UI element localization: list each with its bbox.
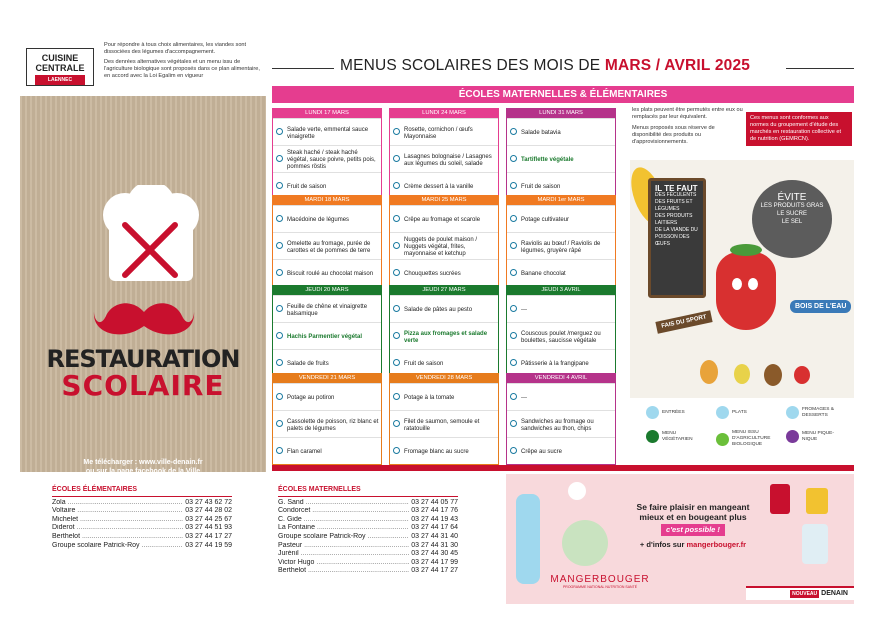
course-text: Fromage blanc au sucre	[404, 449, 469, 455]
school-phone[interactable]: 03 27 44 17 76	[411, 507, 458, 515]
day-card	[389, 373, 499, 465]
cuisine-centrale-logo	[26, 48, 94, 86]
entree-icon	[646, 406, 659, 419]
course-text: Pâtisserie à la frangipane	[521, 361, 589, 367]
menu-course	[390, 322, 498, 349]
plat-icon	[393, 242, 400, 249]
menu-course	[507, 295, 615, 322]
water-tip: BOIS DE L'EAU	[790, 300, 851, 313]
day-card	[506, 108, 616, 200]
gemrcn-note: Ces menus sont conformes aux normes du groupement d'étude des marchés en restauration collective et de nutrition (GEMRCN).	[746, 112, 852, 146]
course-text: ---	[521, 307, 527, 313]
day-label: LUNDI 31 MARS	[507, 109, 615, 118]
dessert-icon	[510, 182, 517, 189]
school-row	[52, 499, 232, 508]
bio-icon	[716, 433, 729, 446]
note-permutation: les plats peuvent être permutés entre eux ou remplacés par leur équivalent.	[632, 107, 743, 120]
board-line: DE LA VIANDE DU POISSON DES ŒUFS	[655, 227, 698, 247]
menu-course	[390, 232, 498, 259]
menu-course	[273, 118, 381, 145]
intro-box	[20, 20, 266, 96]
menu-course	[507, 410, 615, 437]
course-text: Macédoine de légumes	[287, 217, 350, 223]
entree-icon	[393, 215, 400, 222]
school-name: Zola .....	[52, 499, 183, 508]
course-text: Potage au potiron	[287, 395, 335, 401]
course-text: Salade verte, emmental sauce vinaigrette	[287, 126, 369, 140]
school-phone[interactable]: 03 27 44 05 77	[411, 498, 458, 506]
course-text: Fruit de saison	[404, 361, 444, 367]
strawberry-eye	[732, 278, 742, 290]
school-name: G. Sand .....	[278, 499, 409, 508]
course-text: Fruit de saison	[521, 184, 561, 190]
board-line: DES PRODUITS LAITIERS	[655, 213, 693, 226]
elementary-title: ÉCOLES ÉLÉMENTAIRES	[52, 486, 232, 497]
day-label: JEUDI 27 MARS	[390, 286, 498, 295]
day-card	[272, 285, 382, 377]
board-line: DES FÉCULENTS	[655, 192, 697, 198]
nursery-schools	[278, 486, 458, 576]
board-title: IL TE FAUT	[655, 184, 698, 193]
day-card	[506, 195, 616, 287]
course-text: Crêpe au fromage et scarole	[404, 217, 481, 223]
legend-label: MENU VÉGÉTARIEN	[662, 430, 693, 442]
school-phone[interactable]: 03 27 44 30 45	[411, 550, 458, 558]
day-card	[389, 285, 499, 377]
school-row	[52, 524, 232, 533]
course-text: Crêpe au sucre	[521, 449, 563, 455]
plat-icon	[510, 242, 517, 249]
course-text: Rosette, cornichon / œufs Mayonnaise	[404, 126, 473, 140]
menu-course	[390, 349, 498, 376]
legend-label: FROMAGES & DESSERTS	[802, 406, 834, 418]
menu-course	[390, 383, 498, 410]
logo-line: CENTRALE	[35, 63, 85, 73]
school-name: Victor Hugo .....	[278, 559, 409, 568]
legend-label: MENU PIQUE-NIQUE	[802, 430, 834, 442]
day-card	[389, 108, 499, 200]
intro-paragraph: Pour répondre à tous choix alimentaires, les viandes sont dissociées des légumes d'accompagnement.	[104, 42, 247, 55]
elementary-schools	[52, 486, 232, 550]
school-phone[interactable]: 03 27 44 19 59	[185, 541, 232, 549]
download-link[interactable]: Me télécharger : www.ville-denain.fr	[83, 459, 203, 466]
intro-text	[104, 42, 264, 83]
school-phone[interactable]: 03 27 44 17 27	[185, 532, 232, 540]
legend-item	[646, 406, 702, 419]
menu-course	[390, 205, 498, 232]
dessert-icon	[510, 447, 517, 454]
school-phone[interactable]: 03 27 44 17 64	[411, 524, 458, 532]
evite-title: ÉVITE	[777, 192, 807, 203]
course-text: Biscuit roulé au chocolat maison	[287, 271, 374, 277]
school-row	[278, 499, 458, 508]
menu-course	[390, 295, 498, 322]
egg-illustration	[568, 482, 586, 500]
entree-icon	[276, 128, 283, 135]
day-label: VENDREDI 21 MARS	[273, 374, 381, 383]
dessert-icon	[393, 447, 400, 454]
entree-icon	[393, 128, 400, 135]
entree-icon	[393, 393, 400, 400]
menu-course	[273, 349, 381, 376]
evite-line: LE SEL	[781, 219, 803, 225]
food-character-illustration	[700, 360, 718, 384]
school-name: Voltaire .....	[52, 507, 183, 516]
entree-icon	[276, 215, 283, 222]
school-row	[278, 550, 458, 559]
download-info	[20, 458, 266, 476]
denain-text: DENAIN	[821, 590, 848, 597]
strawberry-leaf	[730, 244, 762, 256]
board-lines	[655, 192, 699, 248]
mangerbouger-promo	[506, 474, 854, 604]
legend-label: PLATS	[732, 409, 747, 415]
day-card	[389, 195, 499, 287]
course-text: Pizza aux fromages et salade verte	[404, 330, 488, 344]
menu-course	[507, 205, 615, 232]
day-label: LUNDI 24 MARS	[390, 109, 498, 118]
school-row	[278, 542, 458, 551]
menu-course	[273, 295, 381, 322]
school-name: Pasteur .....	[278, 542, 409, 551]
food-character-illustration	[764, 364, 782, 386]
legend-item	[646, 430, 702, 443]
school-phone[interactable]: 03 27 44 28 02	[185, 507, 232, 515]
course-text: Fruit de saison	[287, 184, 327, 190]
food-character-illustration	[794, 366, 810, 384]
page-title	[340, 57, 750, 75]
menu-course	[390, 145, 498, 172]
menu-course	[507, 322, 615, 349]
menu-course	[390, 437, 498, 464]
title-main: MENUS SCOLAIRES DES MOIS DE	[340, 57, 605, 74]
menu-course	[507, 437, 615, 464]
can-illustration	[770, 484, 790, 514]
menu-course	[273, 145, 381, 172]
chef-hat-icon	[95, 185, 207, 295]
course-text: Salade batavia	[521, 130, 561, 136]
school-name: Berthelot .....	[278, 567, 409, 576]
picnic-icon	[786, 430, 799, 443]
menu-course	[390, 410, 498, 437]
day-card	[272, 108, 382, 200]
school-name: Jurénil .....	[278, 550, 409, 559]
course-text: Feuille de chêne et vinaigrette balsamique	[287, 303, 368, 317]
logo-text: MANGERBOUGER	[550, 574, 650, 585]
dessert-icon	[393, 182, 400, 189]
separator-bar	[272, 465, 854, 471]
food-character-illustration	[734, 364, 750, 384]
school-phone[interactable]: 03 27 44 19 43	[411, 515, 458, 523]
menu-course	[273, 205, 381, 232]
entree-icon	[276, 393, 283, 400]
logo-line: LAENNEC	[35, 75, 85, 85]
school-row	[278, 507, 458, 516]
entree-icon	[510, 215, 517, 222]
school-phone[interactable]: 03 27 44 51 93	[185, 524, 232, 532]
sport-tip: FAIS DU SPORT	[655, 310, 712, 333]
day-label: MARDI 25 MARS	[390, 196, 498, 205]
day-label: JEUDI 3 AVRIL	[507, 286, 615, 295]
school-phone[interactable]: 03 27 44 31 30	[411, 541, 458, 549]
menu-course	[507, 232, 615, 259]
title-rule	[786, 68, 854, 69]
menu-course	[273, 437, 381, 464]
school-row	[52, 542, 232, 551]
evite-line: LES PRODUITS GRAS	[760, 203, 824, 209]
course-text: Salade de fruits	[287, 361, 329, 367]
course-text: Nuggets de poulet maison / Nuggets végétal, frites, mayonnaise et ketchup	[404, 237, 478, 257]
moustache-icon	[92, 298, 196, 342]
day-label: VENDREDI 28 MARS	[390, 374, 498, 383]
note-availability: Menus proposés sous réserve de disponibilité des produits ou d'approvisionnements.	[632, 125, 715, 145]
menu-course	[273, 259, 381, 286]
plat-icon	[393, 155, 400, 162]
plat-icon	[393, 332, 400, 339]
school-row	[52, 533, 232, 542]
intro-paragraph: Des denrées alternatives végétales et un menu issu de l'agriculture biologique sont proposés dans ce plan alimentaire, en accord avec la Loi Egalim en vigueur	[104, 59, 260, 79]
day-label: VENDREDI 4 AVRIL	[507, 374, 615, 383]
elementary-rows	[52, 499, 232, 551]
entree-icon	[510, 393, 517, 400]
school-phone[interactable]: 03 27 44 25 67	[185, 515, 232, 523]
promo-badge: c'est possible !	[661, 524, 725, 536]
day-card	[506, 285, 616, 377]
legend-item	[786, 430, 842, 443]
course-text: Banane chocolat	[521, 271, 566, 277]
menu-course	[507, 383, 615, 410]
school-name: Berthelot .....	[52, 533, 183, 542]
plat-icon	[276, 242, 283, 249]
legend-label: MENU ISSU D'AGRICULTURE BIOLOGIQUE	[732, 430, 771, 447]
menu-course	[390, 118, 498, 145]
vegetarian-icon	[646, 430, 659, 443]
dessert-icon	[276, 447, 283, 454]
strawberry-eye	[748, 278, 758, 290]
school-phone[interactable]: 03 27 44 17 27	[411, 567, 458, 575]
restauration-scolaire-title	[20, 345, 266, 402]
dessert-icon	[393, 359, 400, 366]
school-name: Groupe scolaire Patrick-Roy .....	[278, 533, 409, 542]
legend-item	[716, 430, 772, 448]
board-line: DES FRUITS ET LÉGUMES	[655, 199, 693, 212]
course-text: Flan caramel	[287, 449, 322, 455]
brand-line-1: RESTAURATION	[46, 345, 240, 373]
menu-course	[273, 322, 381, 349]
logo-subtitle: PROGRAMME NATIONAL NUTRITION SANTÉ	[562, 585, 638, 589]
menu-course	[507, 145, 615, 172]
day-label: MARDI 18 MARS	[273, 196, 381, 205]
mangerbouger-link[interactable]: mangerbouger.fr	[686, 540, 747, 549]
notes	[632, 107, 744, 150]
course-text: Potage à la tomate	[404, 395, 455, 401]
school-row	[52, 516, 232, 525]
sidebar	[20, 20, 266, 475]
promo-info	[634, 540, 752, 550]
promo-headline: Se faire plaisir en mangeant mieux et en bougeant plus	[636, 502, 750, 522]
info-prefix: + d'infos sur	[639, 540, 687, 549]
school-name: Diderot .....	[52, 524, 183, 533]
course-text: Couscous poulet /merguez ou boulettes, saucisse végétale	[521, 330, 601, 344]
plat-icon	[276, 332, 283, 339]
school-name: C. Gide .....	[278, 516, 409, 525]
menu-course	[507, 259, 615, 286]
evite-lines	[752, 202, 832, 226]
school-row	[278, 567, 458, 576]
course-text: Omelette au fromage, purée de carottes et de pommes de terre	[287, 240, 371, 254]
school-row	[278, 533, 458, 542]
day-card	[506, 373, 616, 465]
milk-illustration	[802, 524, 828, 564]
school-row	[278, 524, 458, 533]
plat-icon	[510, 420, 517, 427]
school-phone[interactable]: 03 27 43 62 72	[185, 498, 232, 506]
promo-text	[634, 502, 752, 550]
course-text: Crème dessert à la vanille	[404, 184, 474, 190]
day-card	[272, 373, 382, 465]
dessert-icon	[276, 182, 283, 189]
school-phone[interactable]: 03 27 44 17 99	[411, 558, 458, 566]
course-text: Sandwiches au fromage ou sandwiches au thon, chips	[521, 418, 594, 432]
menu-course	[273, 232, 381, 259]
menu-course	[507, 118, 615, 145]
entree-icon	[276, 305, 283, 312]
il-te-faut-board	[648, 178, 706, 298]
plat-icon	[716, 406, 729, 419]
title-rule	[272, 68, 334, 69]
course-text: Tartiflette végétale	[521, 157, 574, 163]
school-row	[52, 507, 232, 516]
course-text: Potage cultivateur	[521, 217, 570, 223]
school-name: Michelet .....	[52, 516, 183, 525]
course-text: Filet de saumon, semoule et ratatouille	[404, 418, 480, 432]
school-row	[278, 516, 458, 525]
day-label: JEUDI 20 MARS	[273, 286, 381, 295]
course-text: Steak haché / steak haché végétal, sauce poivre, petits pois, pommes röstis	[287, 150, 376, 170]
bottle-illustration	[516, 494, 540, 584]
legend-label: ENTRÉES	[662, 409, 685, 415]
menu-course	[507, 349, 615, 376]
day-label: LUNDI 17 MARS	[273, 109, 381, 118]
brand-line-2: SCOLAIRE	[61, 369, 225, 402]
school-name: Groupe scolaire Patrick-Roy .....	[52, 542, 183, 551]
logo-line: CUISINE	[41, 53, 79, 63]
nouveau-tag: NOUVEAU	[792, 591, 818, 597]
day-card	[272, 195, 382, 287]
school-row	[278, 559, 458, 568]
entree-icon	[510, 305, 517, 312]
day-label: MARDI 1er MARS	[507, 196, 615, 205]
school-phone[interactable]: 03 27 44 31 40	[411, 532, 458, 540]
legend-item	[716, 406, 772, 419]
plat-icon	[276, 420, 283, 427]
dessert-icon	[510, 269, 517, 276]
dessert-icon	[786, 406, 799, 419]
menu-course	[390, 259, 498, 286]
nouveau-denain-logo	[746, 586, 854, 600]
dessert-icon	[510, 359, 517, 366]
entree-icon	[393, 305, 400, 312]
bag-illustration	[562, 520, 608, 566]
plat-icon	[510, 332, 517, 339]
dessert-icon	[276, 269, 283, 276]
plat-icon	[393, 420, 400, 427]
course-text: Lasagnes bolognaise / Lasagnes aux légumes du soleil, salade	[404, 153, 492, 167]
course-text: Raviolis au bœuf / Raviolis de légumes, gruyère râpé	[521, 240, 601, 254]
entree-icon	[510, 128, 517, 135]
course-text: Hachis Parmentier végétal	[287, 334, 363, 340]
facebook-note: ou sur la page facebook de la Ville	[85, 468, 201, 475]
mangerbouger-logo	[550, 574, 650, 589]
nursery-rows	[278, 499, 458, 576]
school-name: La Fontaine .....	[278, 524, 409, 533]
plat-icon	[510, 155, 517, 162]
title-accent: MARS / AVRIL 2025	[604, 57, 751, 74]
nursery-title: ÉCOLES MATERNELLES	[278, 486, 458, 497]
strawberry-character-illustration	[716, 252, 776, 330]
course-text: Chouquettes sucrées	[404, 271, 461, 277]
menu-course	[273, 410, 381, 437]
dessert-icon	[393, 269, 400, 276]
evite-line: LE SUCRE	[776, 211, 807, 217]
dessert-icon	[276, 359, 283, 366]
course-text: ---	[521, 395, 527, 401]
cheese-illustration	[806, 488, 828, 514]
course-text: Cassolette de poisson, riz blanc et palets de légumes	[287, 418, 379, 432]
menu-course	[273, 383, 381, 410]
schools-banner: ÉCOLES MATERNELLES & ÉLÉMENTAIRES	[272, 86, 854, 103]
plat-icon	[276, 155, 283, 162]
course-text: Salade de pâtes au pesto	[404, 307, 473, 313]
legend-item	[786, 406, 842, 419]
evite-bubble	[752, 180, 832, 258]
school-name: Condorcet .....	[278, 507, 409, 516]
